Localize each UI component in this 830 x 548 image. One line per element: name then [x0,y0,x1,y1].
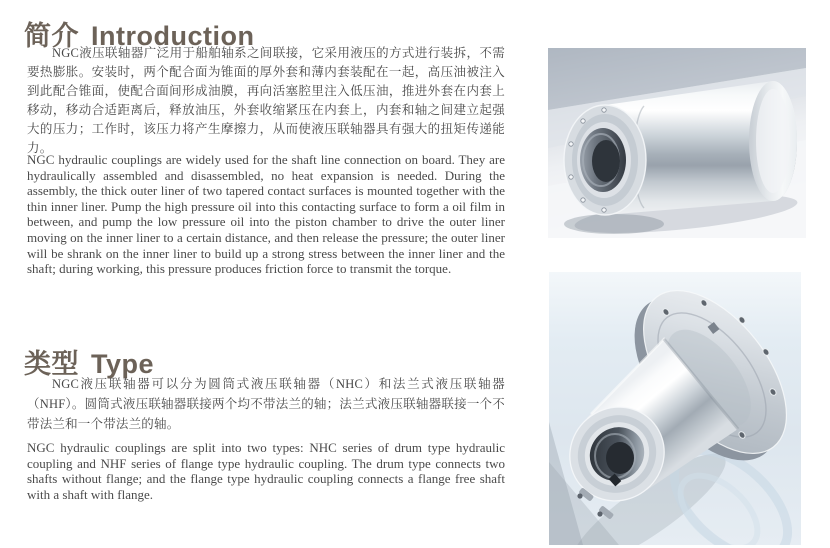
heading-en: Type [91,349,155,380]
flange-coupling-render [549,272,801,545]
introduction-paragraph-english: NGC hydraulic couplings are widely used for the shaft line connection on board. They are hydraulically assembled and disassembled, no heat expansion is needed. During the assembly, the thick outer liner of two tapered contact surfaces is mounted together with the thin inner liner. Pump the high pressure oil into this contacting surface to form a oil film in between, and pump the low pressure oil into the piston chamber to drive the outer liner moving on the inner liner to a certain distance, and then release the pressure; the outer liner will be shrank on the inner liner to build up a strong stress between the inner liner and the shaft; during working, this pressure produces friction force to transmit the torque. [27,152,505,277]
drum-type-coupling-image [548,48,806,238]
introduction-paragraph-chinese: NGC液压联轴器广泛用于船舶轴系之间联接，它采用液压的方式进行装拆，不需要热膨胀。安装时，两个配合面为锥面的厚外套和薄内套装配在一起，高压油被注入到此配合锥面，使配合面间形成油膜，再向活塞腔里注入低压油，推进外套在内套上移动，移动合适距离后，释放油压，外套收缩紧压在内套上，内套和轴之间建立起强大的压力；工作时，该压力将产生摩擦力，从而使液压联轴器具有强大的扭矩传递能力。 [27,46,505,155]
flange-type-coupling-image [549,272,801,545]
drum-coupling-render [548,48,806,238]
type-paragraph-chinese: NGC液压联轴器可以分为圆筒式液压联轴器（NHC）和法兰式液压联轴器（NHF）。圆筒式液压联轴器联接两个均不带法兰的轴；法兰式液压联轴器联接一个不带法兰和一个带法兰的轴。 [27,377,505,431]
type-paragraph-english: NGC hydraulic couplings are split into two types: NHC series of drum type hydraulic coupling and NHF series of flange type hydraulic coupling. The drum type connects two shafts without flange; and the flange type hydraulic coupling connects a flange free shaft with a shaft with flange. [27,440,505,502]
heading-zh: 简介 [24,21,79,52]
heading-zh: 类型 [24,349,79,380]
heading-en: Introduction [91,21,255,52]
